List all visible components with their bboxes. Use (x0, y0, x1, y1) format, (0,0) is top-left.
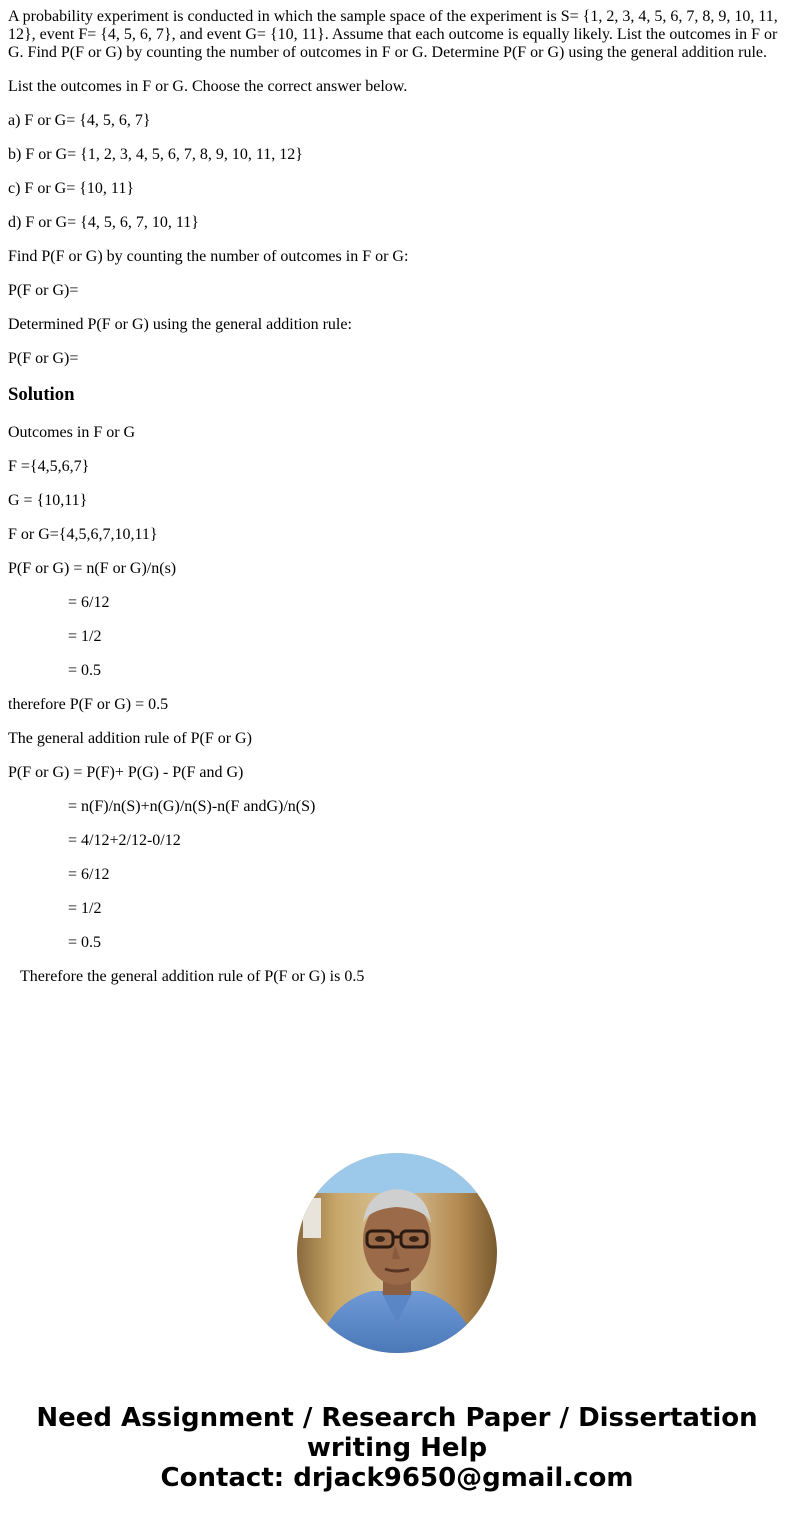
solution-line: G = {10,11} (8, 492, 88, 509)
solution-line: F or G={4,5,6,7,10,11} (8, 526, 158, 543)
avatar-portrait (297, 1153, 497, 1353)
solution-line: Outcomes in F or G (8, 424, 136, 441)
question-text: A probability experiment is conducted in which the sample space of the experiment is S= {1, 2, 3, 4, 5, 6, 7, 8, 9, 10, 11, 12}, event F= {4, 5, 6, 7}, and event G= {10, 11}. Assume that each outcome is equally likely. List the outcomes in F or G. Find P(F or G) by counting the number of outcomes in F or G. Determine P(F or G) using the general addition rule. (8, 8, 778, 61)
determine-rule-text: Determined P(F or G) using the general addition rule: (8, 316, 352, 333)
option-d: d) F or G= {4, 5, 6, 7, 10, 11} (8, 214, 199, 231)
option-a: a) F or G= {4, 5, 6, 7} (8, 112, 151, 129)
solution-conclusion: Therefore the general addition rule of P(F or G) is 0.5 (20, 968, 365, 985)
solution-line: P(F or G) = n(F or G)/n(s) (8, 560, 177, 577)
solution-line: = 1/2 (68, 628, 102, 645)
document-body (8, 8, 786, 1002)
option-b: b) F or G= {1, 2, 3, 4, 5, 6, 7, 8, 9, 10, 11, 12} (8, 146, 303, 163)
solution-heading: Solution (8, 384, 75, 405)
answer-blank-1: P(F or G)= (8, 282, 79, 299)
solution-line: = 4/12+2/12-0/12 (68, 832, 181, 849)
solution-line: = n(F)/n(S)+n(G)/n(S)-n(F andG)/n(S) (68, 798, 316, 815)
answer-blank-2: P(F or G)= (8, 350, 79, 367)
solution-line: The general addition rule of P(F or G) (8, 730, 252, 747)
promo-line-1: Need Assignment / Research Paper / Dissertation (36, 1403, 758, 1433)
option-c: c) F or G= {10, 11} (8, 180, 134, 197)
promo-line-2: writing Help (306, 1433, 488, 1463)
solution-line: = 0.5 (68, 934, 102, 951)
question-prompt: List the outcomes in F or G. Choose the correct answer below. (8, 78, 408, 95)
promo-banner (0, 1403, 794, 1493)
solution-line: = 6/12 (68, 866, 110, 883)
solution-line: = 6/12 (68, 594, 110, 611)
solution-line: P(F or G) = P(F)+ P(G) - P(F and G) (8, 764, 244, 781)
solution-line: = 1/2 (68, 900, 102, 917)
solution-line: = 0.5 (68, 662, 102, 679)
solution-line: therefore P(F or G) = 0.5 (8, 696, 169, 713)
find-counting-text: Find P(F or G) by counting the number of outcomes in F or G: (8, 248, 409, 265)
avatar (297, 1153, 497, 1353)
promo-contact: Contact: drjack9650@gmail.com (160, 1463, 634, 1493)
solution-line: F ={4,5,6,7} (8, 458, 90, 475)
